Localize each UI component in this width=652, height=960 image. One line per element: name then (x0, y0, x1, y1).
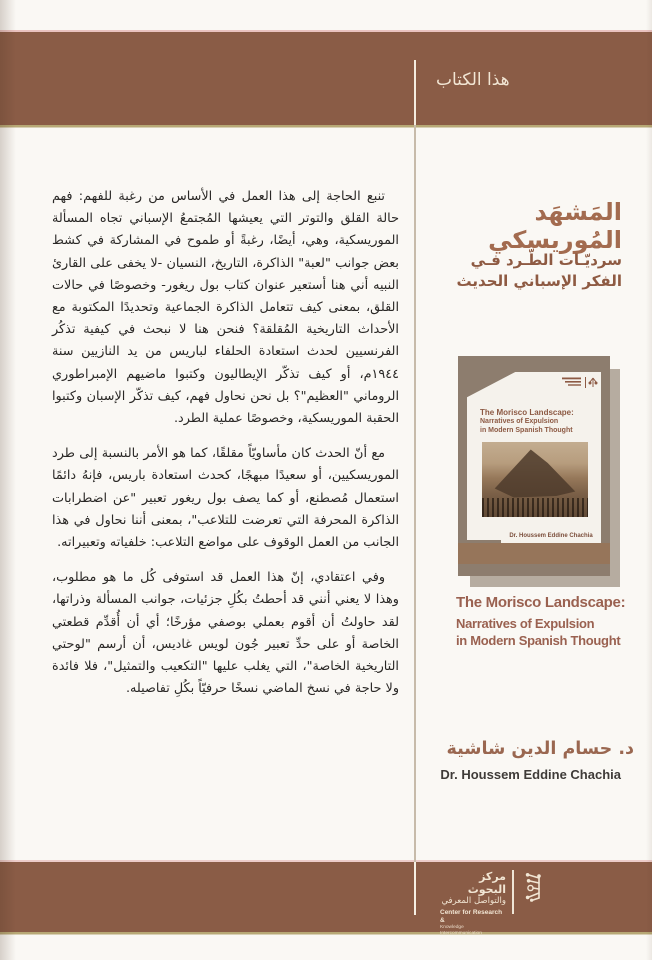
cover-publisher-logo-icon (562, 376, 598, 389)
description-paragraph: تنبع الحاجة إلى هذا العمل في الأساس من رغبة للفهم: فهم حالة القلق والتوتر التي يعيشها المُجتمعُ الإسباني تجاه المسألة الموريسكية، وهي، أيضًا، رغبةً أو طموح في المشاركة في كشط بعض جوانب "لعبة" الذاكرة، التاريخ، النسيان -لا يخفى على القارئ النبيه أني هنا أستعير عنوان كتاب بول ريغور- وخصوصًا في حالات القلق، بمعنى كيف تتعامل الذاكرة الجماعية وتحديدًا المكتوبة مع الأحداث التاريخية المُقلقة؟ فنحن هنا لا نبحث في كيفية تذكُر الفرنسيين لحدث استعادة الحلفاء لباريس من يد النازيين سنة ١٩٤٤م، أو كيف تذكّر الإيطاليون وكتبوا ماضيهم الإمبراطوري الروماني "العظيم"؟ بل نحن نحاول فهم، كيف تذكّر الإسبان وكتبوا الحقبة الموريسكية، وخصوصًا عملية الطرد. (52, 189, 399, 427)
cover-title-line-1: The Morisco Landscape: (480, 408, 574, 417)
cover-artwork (482, 442, 588, 517)
top-title-band (0, 32, 652, 125)
publisher-name-arabic-line-2: والتواصل المعرفي (441, 896, 506, 906)
cover-title-line-3: in Modern Spanish Thought (480, 426, 573, 434)
publisher-logo-divider (512, 870, 514, 914)
author-name-english: Dr. Houssem Eddine Chachia (440, 767, 621, 782)
publisher-name-block (440, 870, 506, 937)
description-paragraph: مع أنّ الحدث كان مأساويّاً مقلقًا، كما هو الأمر بالنسبة إلى طرد الموريسكيين، أو سعيدًا مبهجًا، كحدث استعادة باريس، فإنهُ دائمًا استعمال مُصطنع، أو كما يصف بول ريغور تعبير "عن اضطرابات الذاكرة المحرفة التي تعرضت للتلاعب"، بمعنى أننا نحاول في هذا الجانب من العمل الوقوف على مواضع التلاعب: خلفياته وتعبيراته. (52, 446, 399, 551)
cover-title-text (480, 408, 574, 435)
book-title-english (456, 594, 636, 649)
book-subtitle-arabic (415, 250, 622, 291)
publisher-name-english-line-2: Knowledge Intercommunication (440, 925, 482, 936)
section-label: هذا الكتاب (436, 70, 510, 90)
description-paragraph: وفي اعتقادي، إنّ هذا العمل قد استوفى كُل ما هو مطلوب، وهذا لا يعني أنني قد أحطتُ بكُلِ جزئيات، جوانب المسألة وذراتها، لقد حاولتُ أن أقوم بعملي بوصفي مؤرخًا؛ أي أن أُقدِّم قطعتي الخاصة أو على حدِّ تعبير جُون لويس غاديس، أن أرسم "لوحتي التاريخية الخاصة"، التي يغلب عليها "التكعيب والتمثيل"، فلا فائدة ولا حاجة في نسخ الماضي نسخًا حرفيّاً بكُلِ تفاصيله. (52, 570, 399, 697)
book-cover-thumbnail (458, 356, 610, 576)
english-title-line-1: The Morisco Landscape: (456, 594, 626, 611)
publisher-name-arabic-line-1: مركز البحوث (467, 870, 506, 896)
cover-bottom-strip (458, 543, 610, 564)
cover-author-name: Dr. Houssem Eddine Chachia (509, 532, 593, 539)
column-divider-line (414, 60, 416, 915)
publisher-logo-icon (518, 872, 546, 902)
subtitle-line-1: سرديّـات الطّـرد فـي (470, 251, 622, 269)
english-title-line-2: Narratives of Expulsion (456, 616, 595, 631)
cover-author-tab (501, 528, 601, 543)
publisher-name-english-line-1: Center for Research & (440, 909, 503, 924)
publisher-band (0, 862, 652, 932)
author-name-arabic: د. حسام الدين شاشية (446, 739, 634, 759)
cover-title-line-2: Narratives of Expulsion (480, 418, 559, 425)
english-title-line-3: in Modern Spanish Thought (456, 632, 621, 648)
page-edge-shadow (0, 0, 16, 960)
book-title-arabic: المَشهَد المُوريسكي (488, 198, 622, 254)
book-description (52, 186, 399, 713)
publisher-logo-group (440, 868, 550, 936)
subtitle-line-2: الفكر الإسباني الحديث (456, 271, 622, 290)
page-edge-shadow-right (646, 0, 652, 960)
